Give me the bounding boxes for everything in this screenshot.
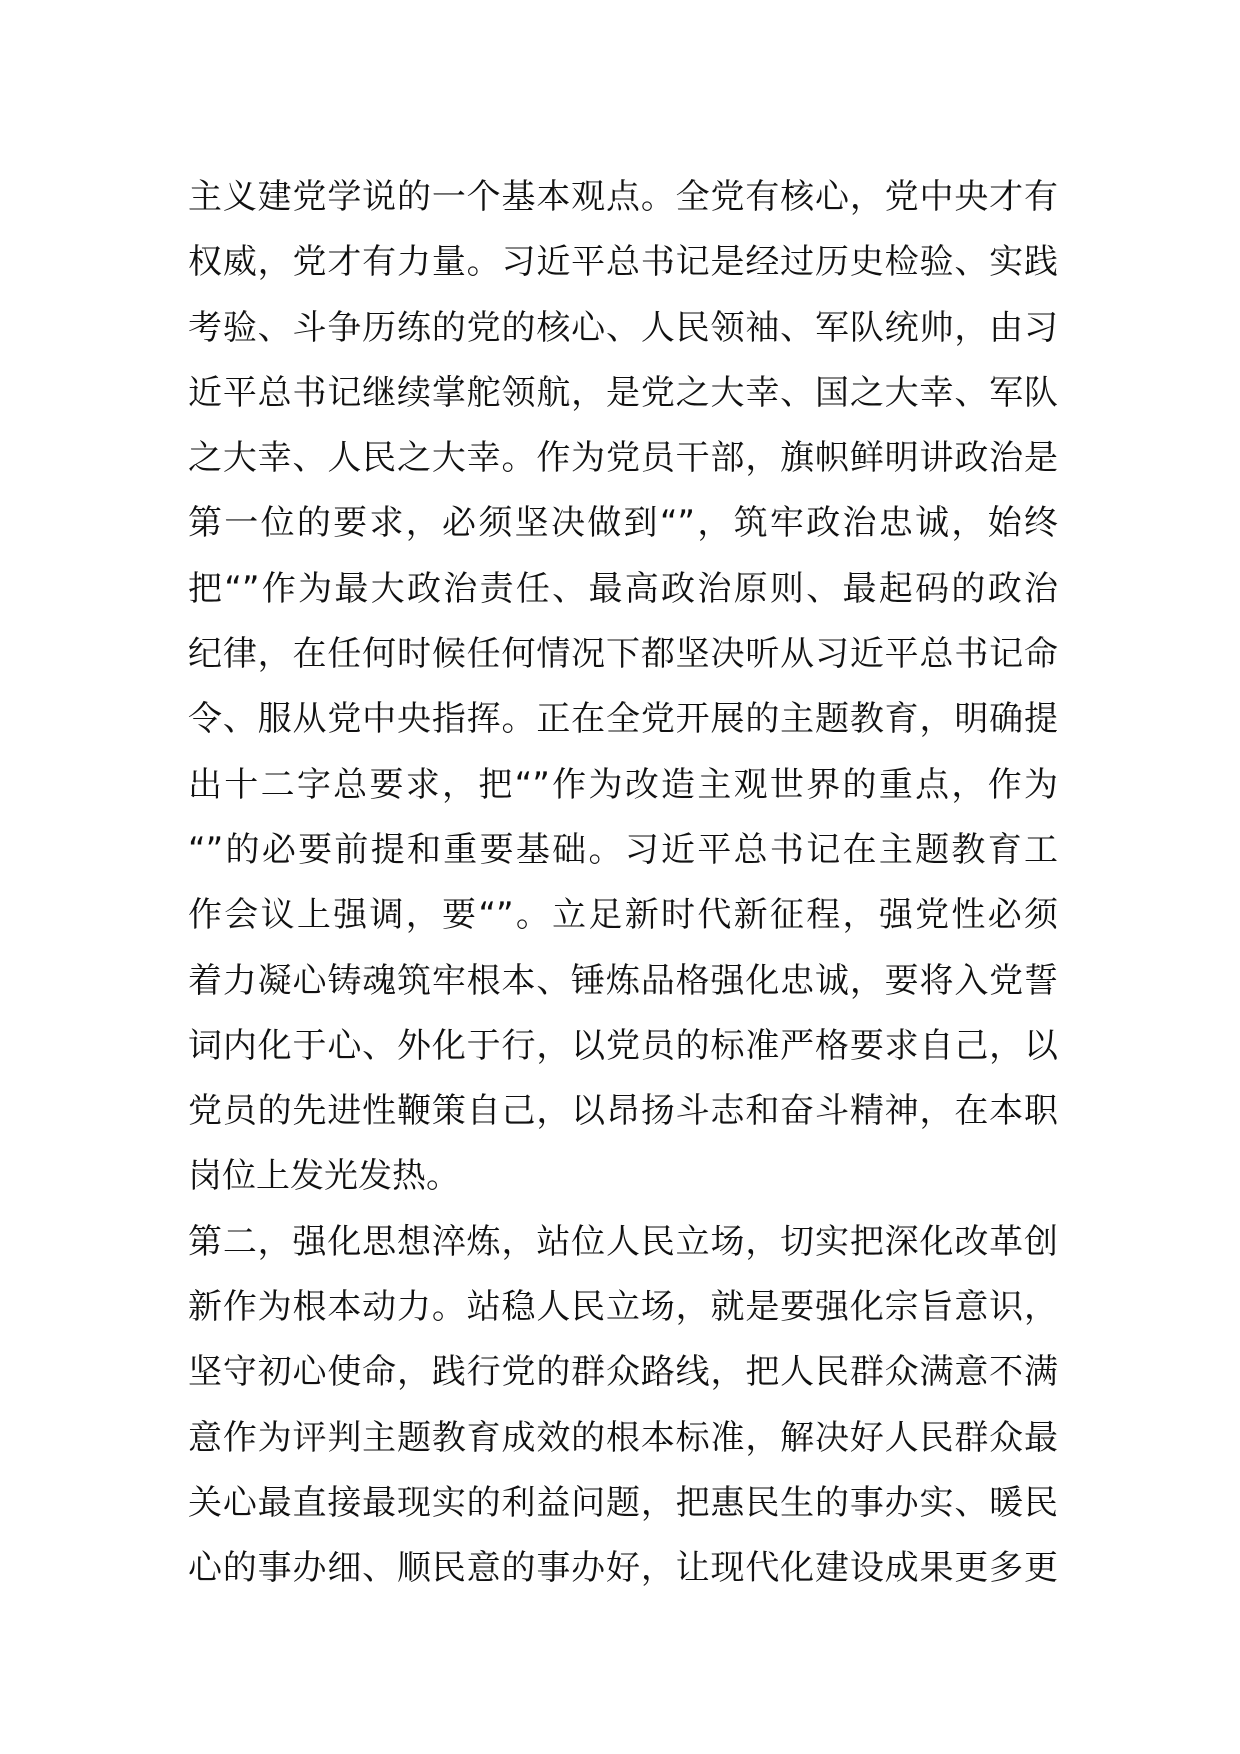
body-text <box>188 165 1058 1602</box>
text-line: 作会议上强调，要“”。立足新时代新征程，强党性必须 <box>188 895 1058 936</box>
text-line: 意作为评判主题教育成效的根本标准，解决好人民群众最 <box>188 1417 1058 1458</box>
text-line: “”的必要前提和重要基础。习近平总书记在主题教育工 <box>188 829 1058 870</box>
text-line: 权威，党才有力量。习近平总书记是经过历史检验、实践 <box>188 242 1058 283</box>
text-line: 主义建党学说的一个基本观点。全党有核心，党中央才有 <box>188 177 1058 217</box>
text-line: 关心最直接最现实的利益问题，把惠民生的事办实、暖民 <box>188 1482 1058 1523</box>
text-line: 出十二字总要求，把“”作为改造主观世界的重点，作为 <box>188 764 1058 805</box>
text-line: 考验、斗争历练的党的核心、人民领袖、军队统帅，由习 <box>188 307 1058 348</box>
text-line: 党员的先进性鞭策自己，以昂扬斗志和奋斗精神，在本职 <box>188 1091 1058 1132</box>
text-line: 坚守初心使命，践行党的群众路线，把人民群众满意不满 <box>188 1352 1058 1393</box>
text-line: 岗位上发光发热。 <box>188 1156 460 1197</box>
text-line: 词内化于心、外化于行，以党员的标准严格要求自己，以 <box>188 1025 1058 1066</box>
text-line: 新作为根本动力。站稳人民立场，就是要强化宗旨意识， <box>188 1287 1058 1328</box>
text-line: 近平总书记继续掌舵领航，是党之大幸、国之大幸、军队 <box>188 372 1058 413</box>
text-line: 令、服从党中央指挥。正在全党开展的主题教育，明确提 <box>188 699 1058 740</box>
text-line: 着力凝心铸魂筑牢根本、锤炼品格强化忠诚，要将入党誓 <box>188 960 1058 1001</box>
text-line: 心的事办细、顺民意的事办好，让现代化建设成果更多更 <box>188 1548 1058 1589</box>
text-line: 把“”作为最大政治责任、最高政治原则、最起码的政治 <box>188 568 1058 609</box>
text-line: 第一位的要求，必须坚决做到“”，筑牢政治忠诚，始终 <box>188 503 1058 544</box>
text-line: 之大幸、人民之大幸。作为党员干部，旗帜鲜明讲政治是 <box>188 438 1058 479</box>
text-line: 第二，强化思想淬炼，站位人民立场，切实把深化改革创 <box>188 1221 1058 1262</box>
text-line: 纪律，在任何时候任何情况下都坚决听从习近平总书记命 <box>188 634 1058 675</box>
